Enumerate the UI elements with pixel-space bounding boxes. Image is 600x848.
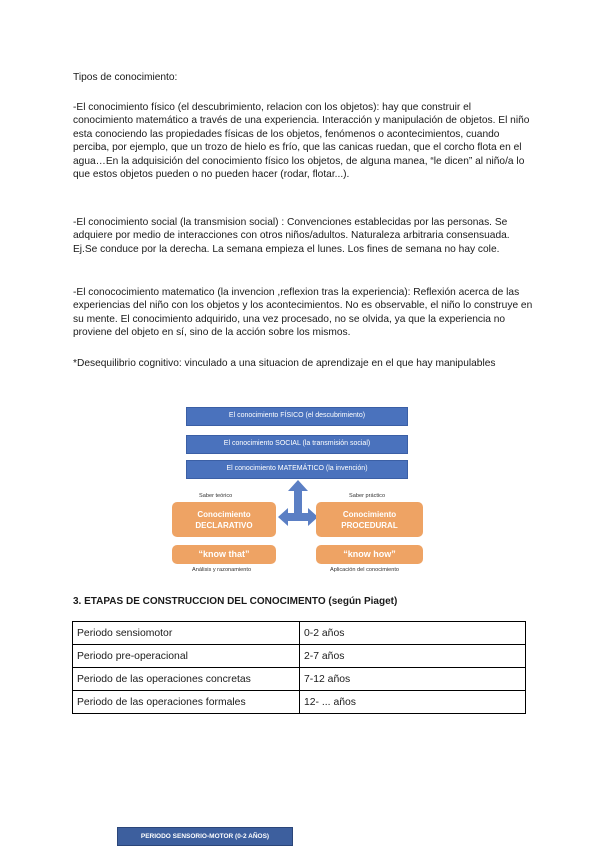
stage-age: 7-12 años xyxy=(300,668,526,691)
paragraph-text: -El conococimiento matematico (la invencion ,reflexion tras la experiencia): Reflexión acerca de las experiencias del niño con los objetos y los acontecimientos. No es observable, el niño lo construye en su mente. El conocimiento adquirido, una vez procesado, no se olvida, ya que la experiencia no proviene del objeto en sí, sino de la acción sobre los mismos. xyxy=(73,287,533,339)
table-row xyxy=(73,691,526,714)
box-declarativo xyxy=(172,502,276,537)
box-line: Conocimiento xyxy=(342,509,397,519)
box-fisico: El conocimiento FÍSICO (el descubrimiento) xyxy=(186,407,408,426)
box-matematico: El conocimiento MATEMÁTICO (la invención) xyxy=(186,460,408,479)
paragraph-text: -El conocimiento físico (el descubrimiento, relacion con los objetos): hay que construir el conocimiento matemático a través de una experiencia. Interacción y manipulación de objetos. El niño esta conociendo las propiedades físicas de los objetos, fenómenos o acontecimientos, cuando perciba, por ejemplo, que un trozo de hielo es frío, que las canicas ruedan, que el corcho flota en el agua…En la adquisición del conocimiento físico los objetos, de alguna manea, “le dicen” al niño/a lo que estos objetos pueden o no pueden hacer (rodar, flotar...). xyxy=(73,102,530,181)
tag-know-that: “know that” xyxy=(172,545,276,564)
stage-name: Periodo de las operaciones formales xyxy=(73,691,300,714)
section-heading: 3. ETAPAS DE CONSTRUCCION DEL CONOCIMENTO (según Piaget) xyxy=(73,596,398,607)
paragraph-text: -El conocimiento social (la transmision social) : Convenciones establecidas por las personas. Se adquiere por medio de interacciones con otros niños/adultos. Naturaleza arbitraria consensuada. Ej.Se conduce por la derecha. La semana empieza el lunes. Los fines de semana no hay cole. xyxy=(73,217,510,255)
paragraph-social xyxy=(73,216,533,256)
paragraph-desequilibrio xyxy=(73,357,533,370)
sensoriomotor-banner: PERIODO SENSORIO-MOTOR (0-2 AÑOS) xyxy=(117,827,293,846)
table-row xyxy=(73,668,526,691)
stage-name: Periodo de las operaciones concretas xyxy=(73,668,300,691)
paragraph-text: *Desequilibrio cognitivo: vinculado a una situacion de aprendizaje en el que hay manipulables xyxy=(73,358,496,369)
tag-know-how: “know how” xyxy=(316,545,423,564)
paragraph-fisico xyxy=(73,101,533,181)
box-line: Conocimiento xyxy=(197,509,251,519)
stage-age: 0-2 años xyxy=(300,622,526,645)
caption-saber-practico: Saber práctico xyxy=(349,493,386,499)
doc-title: Tipos de conocimiento: xyxy=(73,72,178,83)
stages-table xyxy=(72,621,526,714)
caption-saber-teorico: Saber teórico xyxy=(199,493,233,499)
stage-name: Periodo sensiomotor xyxy=(73,622,300,645)
stage-age: 12- ... años xyxy=(300,691,526,714)
box-line: DECLARATIVO xyxy=(195,520,253,530)
stage-age: 2-7 años xyxy=(300,645,526,668)
caption-analisis: Análisis y razonamiento xyxy=(192,567,252,573)
box-line: PROCEDURAL xyxy=(341,520,398,530)
box-procedural xyxy=(316,502,423,537)
paragraph-matematico xyxy=(73,286,533,340)
stage-name: Periodo pre-operacional xyxy=(73,645,300,668)
table-row xyxy=(73,645,526,668)
box-social: El conocimiento SOCIAL (la transmisión social) xyxy=(186,435,408,454)
caption-aplicacion: Aplicación del conocimiento xyxy=(330,567,400,573)
table-row xyxy=(73,622,526,645)
